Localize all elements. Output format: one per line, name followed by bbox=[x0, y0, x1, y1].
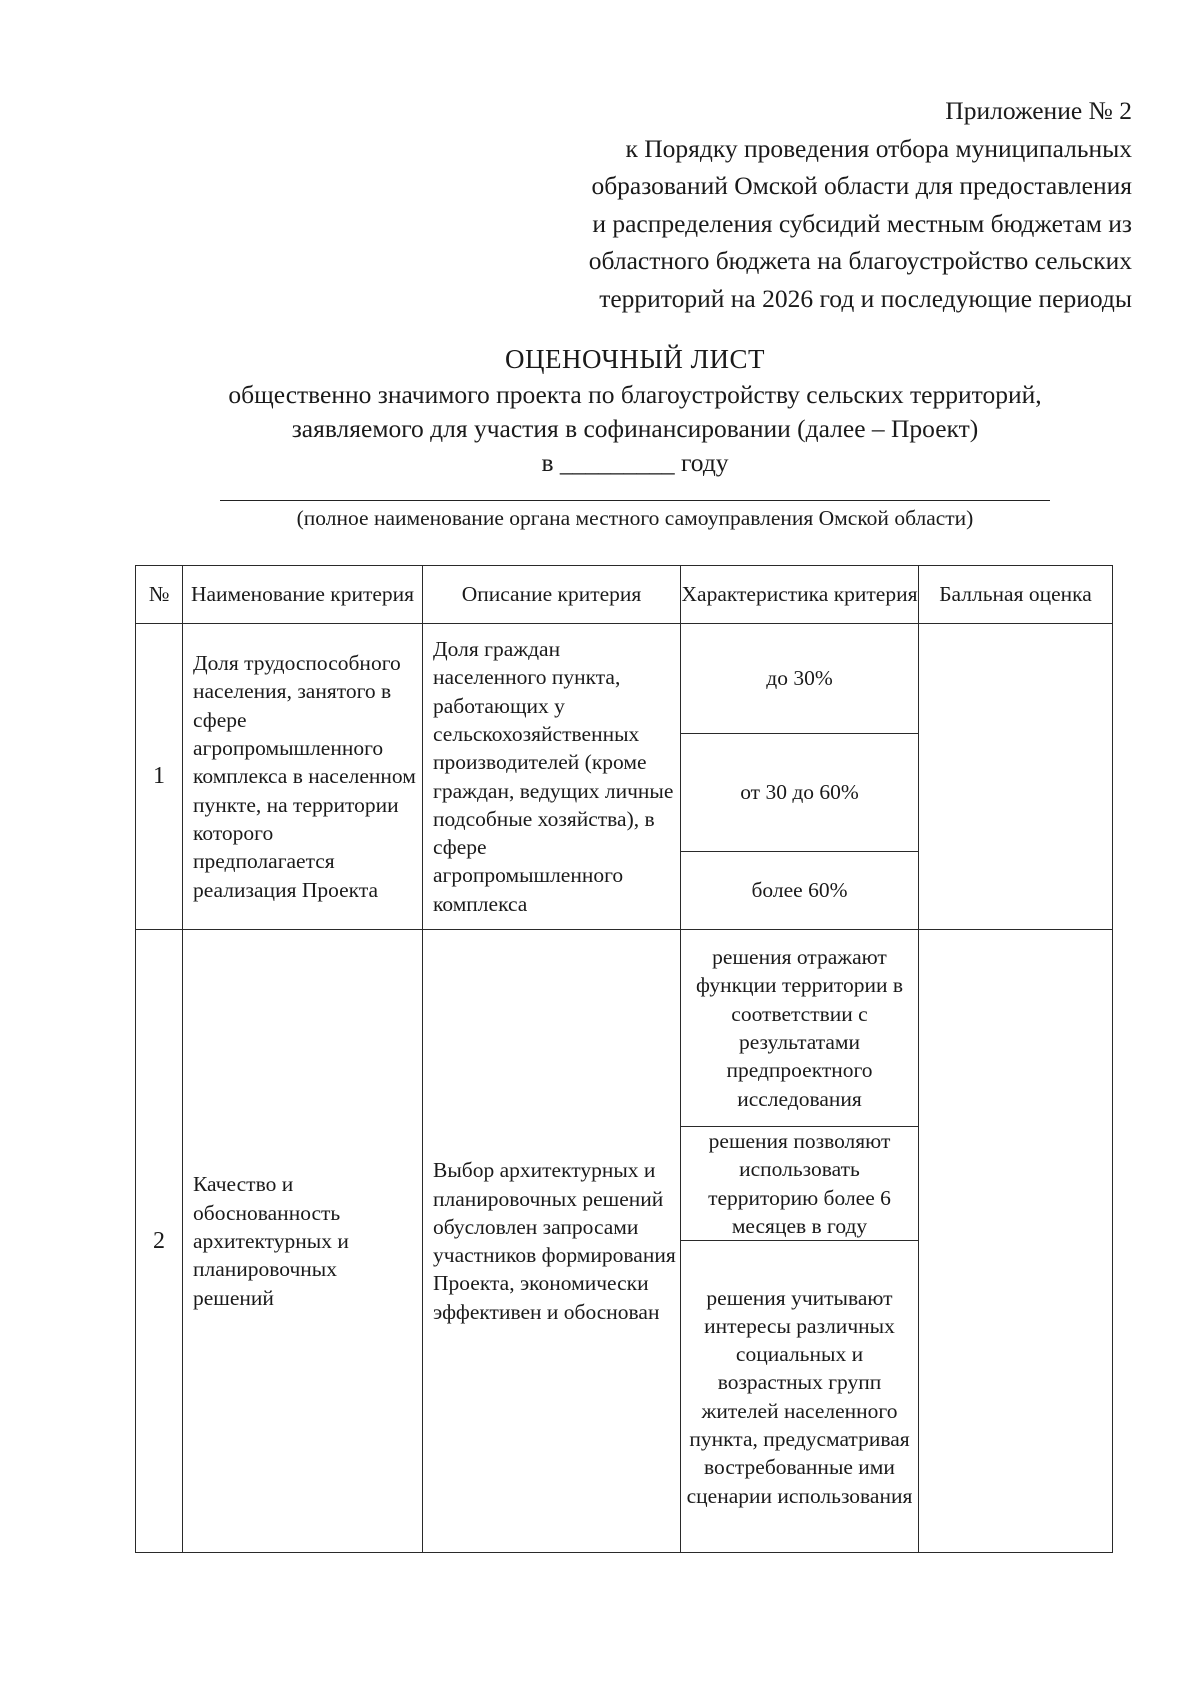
appendix-header bbox=[432, 92, 1132, 318]
main-title: ОЦЕНОЧНЫЙ ЛИСТ bbox=[505, 344, 765, 374]
criterion-name: Доля трудоспособного населения, занятого в сфере агропромышленного комплекса в населенном пункте, на территории которого предполагается реализация Проекта bbox=[183, 624, 423, 930]
header-score: Балльная оценка bbox=[919, 566, 1113, 624]
appendix-line: образований Омской области для предоставления bbox=[591, 171, 1132, 201]
org-name-blank-line bbox=[220, 500, 1050, 501]
criterion-characteristic: решения позволяют использовать территорию более 6 месяцев в году bbox=[681, 1127, 919, 1241]
header-name: Наименование критерия bbox=[183, 566, 423, 624]
criterion-characteristic: от 30 до 60% bbox=[681, 734, 919, 852]
header-description: Описание критерия bbox=[423, 566, 681, 624]
criterion-name: Качество и обоснованность архитектурных и планировочных решений bbox=[183, 930, 423, 1553]
subtitle-line: заявляемого для участия в софинансировании (далее – Проект) bbox=[291, 414, 979, 443]
table-row bbox=[136, 624, 1113, 734]
criterion-characteristic: решения учитывают интересы различных социальных и возрастных групп жителей населенного пункта, предусматривая востребованные ими сценарии использования bbox=[681, 1241, 919, 1553]
score-cell[interactable] bbox=[919, 624, 1113, 930]
org-name-caption: (полное наименование органа местного самоуправления Омской области) bbox=[296, 506, 974, 530]
score-cell[interactable] bbox=[919, 930, 1113, 1553]
appendix-line: к Порядку проведения отбора муниципальных bbox=[625, 133, 1132, 163]
year-line: в _________ году bbox=[541, 448, 729, 477]
appendix-line: территорий на 2026 год и последующие периоды bbox=[599, 283, 1132, 313]
header-characteristic: Характеристика критерия bbox=[681, 566, 919, 624]
row-number: 2 bbox=[136, 930, 183, 1553]
document-title bbox=[130, 340, 1140, 480]
appendix-line: областного бюджета на благоустройство сельских bbox=[588, 246, 1132, 276]
criterion-characteristic: более 60% bbox=[681, 852, 919, 930]
table-header-row bbox=[136, 566, 1113, 624]
row-number: 1 bbox=[136, 624, 183, 930]
criterion-characteristic: до 30% bbox=[681, 624, 919, 734]
subtitle-line: общественно значимого проекта по благоустройству сельских территорий, bbox=[228, 380, 1042, 409]
appendix-line: и распределения субсидий местным бюджетам из bbox=[592, 208, 1132, 238]
header-num: № bbox=[136, 566, 183, 624]
criterion-description: Доля граждан населенного пункта, работающих у сельскохозяйственных производителей (кроме граждан, ведущих личные подсобные хозяйства), в сфере агропромышленного комплекса bbox=[423, 624, 681, 930]
table-row bbox=[136, 930, 1113, 1127]
criterion-characteristic: решения отражают функции территории в соответствии с результатами предпроектного исследования bbox=[681, 930, 919, 1127]
evaluation-table bbox=[135, 565, 1113, 1553]
criterion-description: Выбор архитектурных и планировочных решений обусловлен запросами участников формирования Проекта, экономически эффективен и обоснован bbox=[423, 930, 681, 1553]
appendix-line: Приложение № 2 bbox=[945, 96, 1132, 125]
